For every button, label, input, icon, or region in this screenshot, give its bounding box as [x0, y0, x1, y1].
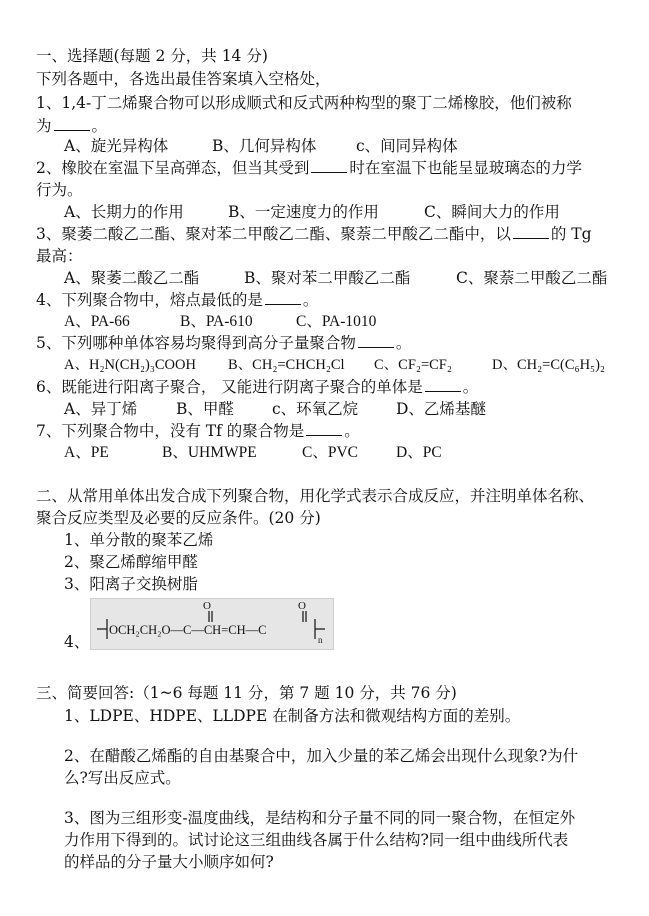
section2-header-line1: 二、从常用单体出发合成下列聚合物，用化学式表示合成反应，并注明单体名称、: [36, 487, 595, 505]
q5-option-d[interactable]: D、CH₂=C(C₆H₅)₂: [492, 357, 605, 373]
answer-blank[interactable]: [358, 333, 394, 348]
q5-line1: 5、下列哪种单体容易均聚得到高分子量聚合物 。: [36, 334, 412, 352]
q7-line1: 7、下列聚合物中，没有 Tf 的聚合物是 。: [36, 422, 360, 440]
q3-line1: 3、聚萎二酸乙二酯、聚对苯二甲酸乙二酯、聚萘二甲酸乙二酯中，以 的 Tg: [36, 225, 592, 243]
section3-q2-line1: 2、在醋酸乙烯酯的自由基聚合中，加入少量的苯乙烯会出现什么现象?为什: [64, 747, 579, 765]
q6-option-c[interactable]: c、环氧乙烷: [272, 400, 359, 418]
answer-blank[interactable]: [54, 116, 90, 131]
answer-blank[interactable]: [513, 224, 549, 239]
q6-option-d[interactable]: D、乙烯基醚: [396, 400, 486, 418]
svg-text:O: O: [203, 600, 211, 612]
q2-option-b[interactable]: B、一定速度力的作用: [228, 203, 379, 221]
svg-text:OCH₂CH₂O—C—CH=CH—C: OCH₂CH₂O—C—CH=CH—C: [109, 623, 267, 637]
section2-item-3: 3、阳离子交换树脂: [64, 575, 198, 593]
section3-header: 三、简要回答:（1~6 每题 11 分，第 7 题 10 分，共 76 分): [36, 684, 457, 702]
answer-blank[interactable]: [425, 377, 461, 392]
q5-option-a[interactable]: A、H₂N(CH₂)₃COOH: [64, 357, 196, 373]
q1-line2: 为 。: [36, 117, 108, 135]
q2-line2: 行为。: [36, 181, 83, 199]
q1-option-c[interactable]: c、间同异构体: [356, 137, 458, 155]
q7-option-d[interactable]: D、PC: [396, 444, 442, 461]
q7-option-a[interactable]: A、PE: [64, 444, 109, 461]
svg-text:O: O: [298, 600, 306, 612]
section3-q2-line2: 么?写出反应式。: [64, 769, 181, 787]
q4-option-a[interactable]: A、PA-66: [64, 313, 130, 330]
svg-text:n: n: [318, 635, 323, 645]
q2-option-c[interactable]: C、瞬间大力的作用: [424, 203, 560, 221]
q3-option-a[interactable]: A、聚萎二酸乙二酯: [64, 269, 200, 287]
q5-option-b[interactable]: B、CH₂=CHCH₂Cl: [228, 357, 345, 373]
q1-option-b[interactable]: B、几何异构体: [212, 137, 317, 155]
section1-header: 一、选择题(每题 2 分，共 14 分): [36, 47, 268, 65]
q3-line2: 最高：: [36, 247, 83, 265]
q4-option-c[interactable]: C、PA-1010: [296, 313, 377, 330]
q3-option-b[interactable]: B、聚对苯二甲酸乙二酯: [244, 269, 411, 287]
q2-option-a[interactable]: A、长期力的作用: [64, 203, 184, 221]
section2-item-2: 2、聚乙烯醇缩甲醛: [64, 553, 198, 571]
q4-line1: 4、下列聚合物中，熔点最低的是 。: [36, 291, 319, 309]
section3-q3-line2: 力作用下得到的。试讨论这三组曲线各属于什么结构?同一组中曲线所代表: [64, 831, 569, 849]
section3-q3-line1: 3、图为三组形变-温度曲线，是结构和分子量不同的同一聚合物，在恒定外: [64, 809, 576, 827]
answer-blank[interactable]: [265, 290, 301, 305]
structural-formula: [91, 599, 333, 649]
section2-header-line2: 聚合反应类型及必要的反应条件。(20 分): [36, 509, 321, 527]
answer-blank[interactable]: [311, 158, 347, 173]
q1-option-a[interactable]: A、旋光异构体: [64, 137, 169, 155]
section2-item-4: 4、: [64, 633, 90, 651]
section3-q1: 1、LDPE、HDPE、LLDPE 在制备方法和微观结构方面的差别。: [64, 707, 521, 725]
q6-option-a[interactable]: A、异丁烯: [64, 400, 138, 418]
q3-option-c[interactable]: C、聚萘二甲酸乙二酯: [456, 269, 608, 287]
section1-intro: 下列各题中，各选出最佳答案填入空格处，: [36, 70, 331, 88]
q5-option-c[interactable]: C、CF₂=CF₂: [374, 357, 452, 373]
q4-option-b[interactable]: B、PA-610: [180, 313, 253, 330]
q1-line1: 1、1,4-丁二烯聚合物可以形成顺式和反式两种构型的聚丁二烯橡胶，他们被称: [36, 94, 572, 112]
q7-option-b[interactable]: B、UHMWPE: [162, 444, 257, 461]
answer-blank[interactable]: [306, 421, 342, 436]
section3-q3-line3: 的样品的分子量大小顺序如何?: [64, 853, 274, 871]
q7-option-c[interactable]: C、PVC: [302, 444, 358, 461]
q6-line1: 6、既能进行阳离子聚合， 又能进行阴离子聚合的单体是 。: [36, 378, 479, 396]
q2-line1: 2、橡胶在室温下呈高弹态，但当其受到 时在室温下也能呈显玻璃态的力学: [36, 159, 582, 177]
polyester-structure-image: [90, 598, 334, 650]
q6-option-b[interactable]: B、甲醛: [176, 400, 234, 418]
section2-item-1: 1、单分散的聚苯乙烯: [64, 531, 214, 549]
